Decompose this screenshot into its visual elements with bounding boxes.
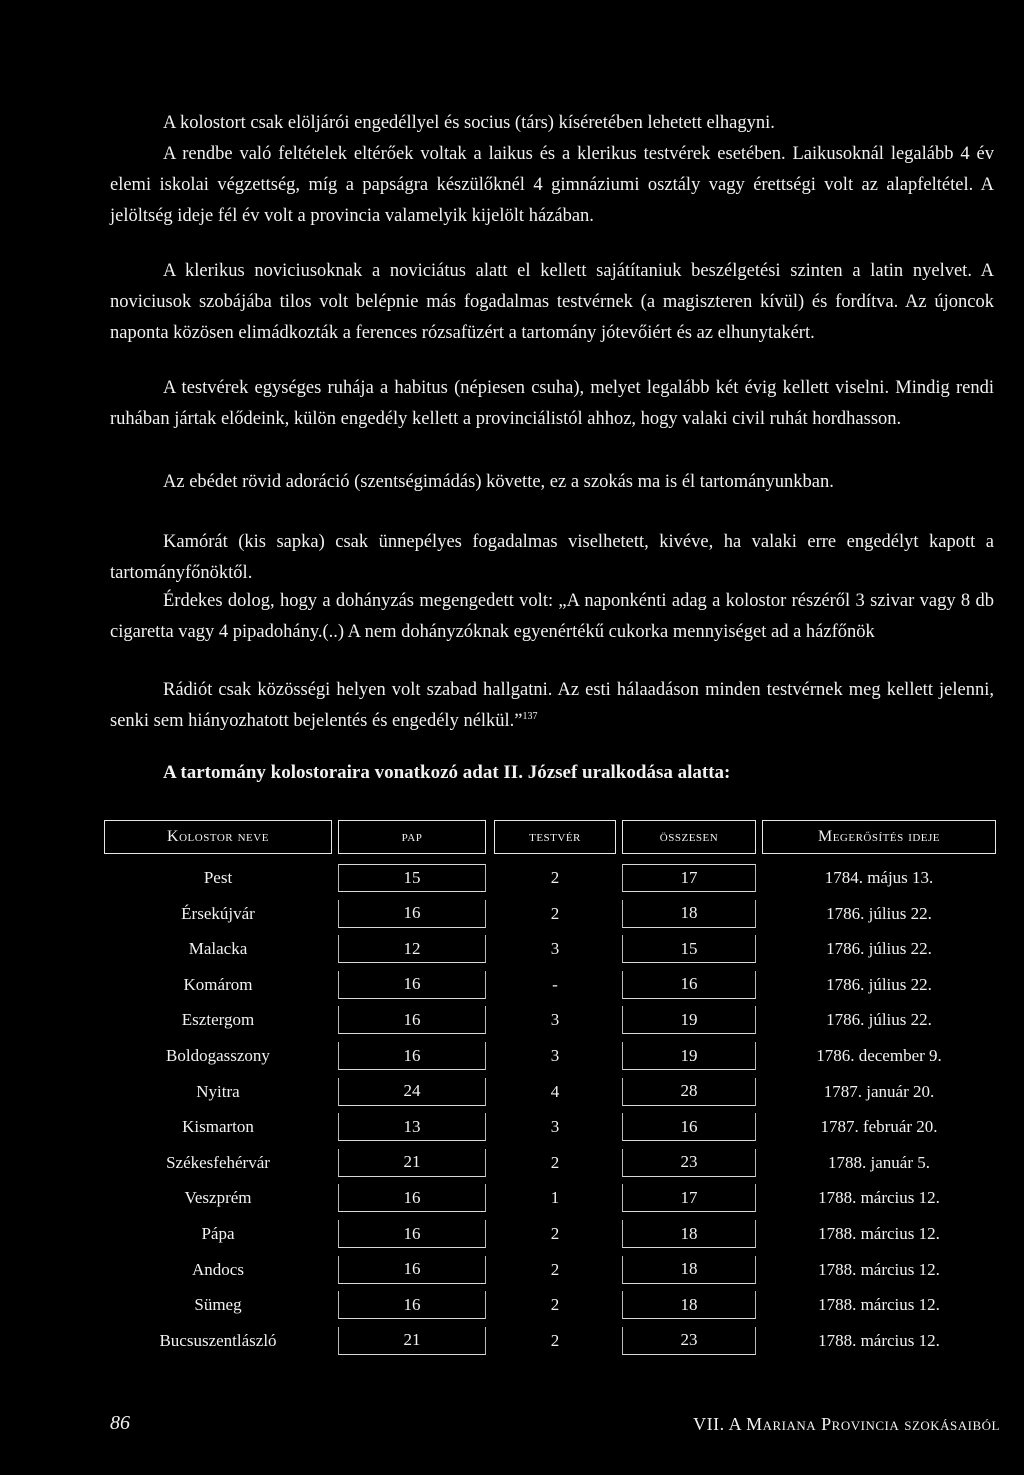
cell-name: Nyitra <box>196 1081 240 1101</box>
cell-date: 1787. január 20. <box>823 1081 935 1101</box>
cell-total: 19 <box>622 1006 756 1034</box>
cell-brother: 2 <box>550 1152 560 1172</box>
cell-name: Székesfehérvár <box>166 1152 270 1172</box>
cell-priest: 16 <box>338 971 486 999</box>
paragraph-7: Érdekes dolog, hogy a dohányzás megengedett volt: „A naponkénti adag a kolostor részéről 3 szivar vagy 8 db cigaretta vagy 4 pipadohány.(..) A nem dohányzóknak egyenértékű cukorka mennyiséget ad a házfőnök <box>110 591 994 642</box>
cell-priest: 16 <box>338 1220 486 1248</box>
cell-brother: 3 <box>550 1046 560 1065</box>
table-row <box>104 935 1000 971</box>
cell-name: Komárom <box>183 974 253 994</box>
table-row <box>104 1256 1000 1292</box>
cell-total: 18 <box>622 900 756 928</box>
cell-name: Veszprém <box>184 1188 252 1208</box>
cell-brother: 2 <box>550 1224 560 1243</box>
cell-total: 23 <box>622 1327 756 1355</box>
cell-date: 1786. július 22. <box>826 939 932 959</box>
cell-brother: 2 <box>550 1259 560 1279</box>
cell-brother: 2 <box>550 903 560 923</box>
table-row <box>104 900 1000 936</box>
cell-priest: 24 <box>338 1078 486 1106</box>
cell-total: 18 <box>622 1256 756 1284</box>
cell-priest: 16 <box>338 1256 486 1284</box>
paragraph-2: A rendbe való feltételek eltérőek voltak a laikus és a klerikus testvérek esetében. Laikusoknál legalább 4 év elemi iskolai végzettség, míg a papságra készülőknél 4 gimnáziumi osztály vagy érettségi volt az alapfeltétel. A jelöltség ideje fél év volt a provincia valamelyik kijelölt házában. <box>110 144 994 226</box>
cell-brother: 3 <box>550 1117 560 1137</box>
paragraph-4: A testvérek egységes ruhája a habitus (népiesen csuha), melyet legalább két évig kellett viselni. Mindig rendi ruhában jártak elődeink, külön engedély kellett a provinciálistól ahhoz, hogy valaki civil ruhát hordhasson. <box>110 378 994 429</box>
paragraph-5: Az ebédet rövid adoráció (szentségimádás) követte, ez a szokás ma is él tartományunkban. <box>163 472 834 492</box>
paragraph-3: A klerikus noviciusoknak a noviciátus alatt el kellett sajátítaniuk beszélgetési szinten a latin nyelvet. A noviciusok szobájába tilos volt belépnie más fogadalmas testvérnek (a magiszteren kívül) és fordítva. Az újoncok naponta közösen elimádkozták a ferences rózsafüzért a tartomány jótevőiért és az elhunytakért. <box>110 261 994 343</box>
cell-name: Boldogasszony <box>166 1046 270 1065</box>
header-monastery-name: Kolostor neve <box>104 820 332 854</box>
cell-date: 1788. március 12. <box>818 1224 940 1243</box>
running-footer: VII. A Mariana Provincia szokásaiból <box>693 1414 1000 1434</box>
table-row <box>104 1327 1000 1363</box>
cell-brother: - <box>552 974 558 994</box>
table-row <box>104 1113 1000 1149</box>
cell-brother: 2 <box>550 1295 560 1315</box>
table-row <box>104 1078 1000 1114</box>
cell-priest: 21 <box>338 1327 486 1355</box>
table-row <box>104 1149 1000 1185</box>
cell-priest: 15 <box>338 864 486 892</box>
cell-date: 1788. március 12. <box>818 1259 940 1279</box>
cell-total: 16 <box>622 971 756 999</box>
cell-date: 1784. május 13. <box>824 868 934 887</box>
cell-name: Andocs <box>192 1259 244 1279</box>
table-row <box>104 1184 1000 1220</box>
cell-priest: 21 <box>338 1149 486 1177</box>
cell-date: 1788. március 12. <box>818 1330 940 1350</box>
cell-priest: 16 <box>338 1006 486 1034</box>
cell-priest: 13 <box>338 1113 486 1141</box>
cell-total: 18 <box>622 1220 756 1248</box>
paragraph-8-text: Rádiót csak közösségi helyen volt szabad hallgatni. Az esti hálaadáson minden testvérnek meg kellett jelenni, senki sem hiányozhatott bejelentés és engedély nélkül.” <box>110 680 994 731</box>
header-confirmation-date: Megerősítés ideje <box>762 820 996 854</box>
cell-name: Sümeg <box>194 1295 242 1315</box>
header-total: összesen <box>622 820 756 854</box>
cell-name: Pápa <box>201 1224 235 1243</box>
cell-brother: 1 <box>550 1188 560 1208</box>
table-heading: A tartomány kolostoraira vonatkozó adat II. József uralkodása alatta: <box>163 762 731 783</box>
paragraph-8 <box>110 675 994 737</box>
header-priest: pap <box>338 820 486 854</box>
cell-name: Bucsuszentlászló <box>159 1330 277 1350</box>
table-row <box>104 971 1000 1007</box>
header-brother: testvér <box>494 820 616 854</box>
cell-name: Kismarton <box>182 1117 254 1137</box>
cell-priest: 16 <box>338 900 486 928</box>
cell-total: 16 <box>622 1113 756 1141</box>
cell-brother: 3 <box>550 1010 560 1030</box>
cell-date: 1788. március 12. <box>818 1295 940 1315</box>
cell-name: Pest <box>203 868 233 887</box>
table-row <box>104 864 1000 900</box>
cell-name: Esztergom <box>181 1010 255 1030</box>
table-row <box>104 1220 1000 1256</box>
footnote-reference: 137 <box>522 710 538 722</box>
cell-brother: 3 <box>550 939 560 959</box>
cell-date: 1786. december 9. <box>816 1046 942 1065</box>
cell-total: 23 <box>622 1149 756 1177</box>
cell-priest: 12 <box>338 935 486 963</box>
paragraph-6: Kamórát (kis sapka) csak ünnepélyes fogadalmas viselhetett, kivéve, ha valaki erre engedélyt kapott a tartományfőnöktől. <box>110 532 994 583</box>
cell-name: Érsekújvár <box>181 903 255 923</box>
cell-total: 17 <box>622 1184 756 1212</box>
table-row <box>104 1042 1000 1078</box>
cell-brother: 4 <box>550 1081 560 1101</box>
cell-priest: 16 <box>338 1184 486 1212</box>
cell-date: 1786. július 22. <box>826 903 932 923</box>
cell-total: 15 <box>622 935 756 963</box>
cell-date: 1788. január 5. <box>828 1152 930 1172</box>
cell-brother: 2 <box>550 868 560 887</box>
paragraph-1: A kolostort csak elöljárói engedéllyel és socius (társ) kíséretében lehetett elhagyni. <box>163 113 775 133</box>
cell-name: Malacka <box>188 939 248 959</box>
cell-total: 19 <box>622 1042 756 1070</box>
cell-date: 1788. március 12. <box>818 1188 940 1208</box>
cell-total: 17 <box>622 864 756 892</box>
cell-priest: 16 <box>338 1042 486 1070</box>
cell-date: 1786. július 22. <box>826 1010 932 1030</box>
table-row <box>104 1291 1000 1327</box>
page-number: 86 <box>110 1412 130 1434</box>
cell-priest: 16 <box>338 1291 486 1319</box>
cell-total: 18 <box>622 1291 756 1319</box>
cell-date: 1786. július 22. <box>826 974 932 994</box>
cell-brother: 2 <box>550 1330 560 1350</box>
cell-date: 1787. február 20. <box>820 1117 938 1137</box>
cell-total: 28 <box>622 1078 756 1106</box>
table-row <box>104 1006 1000 1042</box>
